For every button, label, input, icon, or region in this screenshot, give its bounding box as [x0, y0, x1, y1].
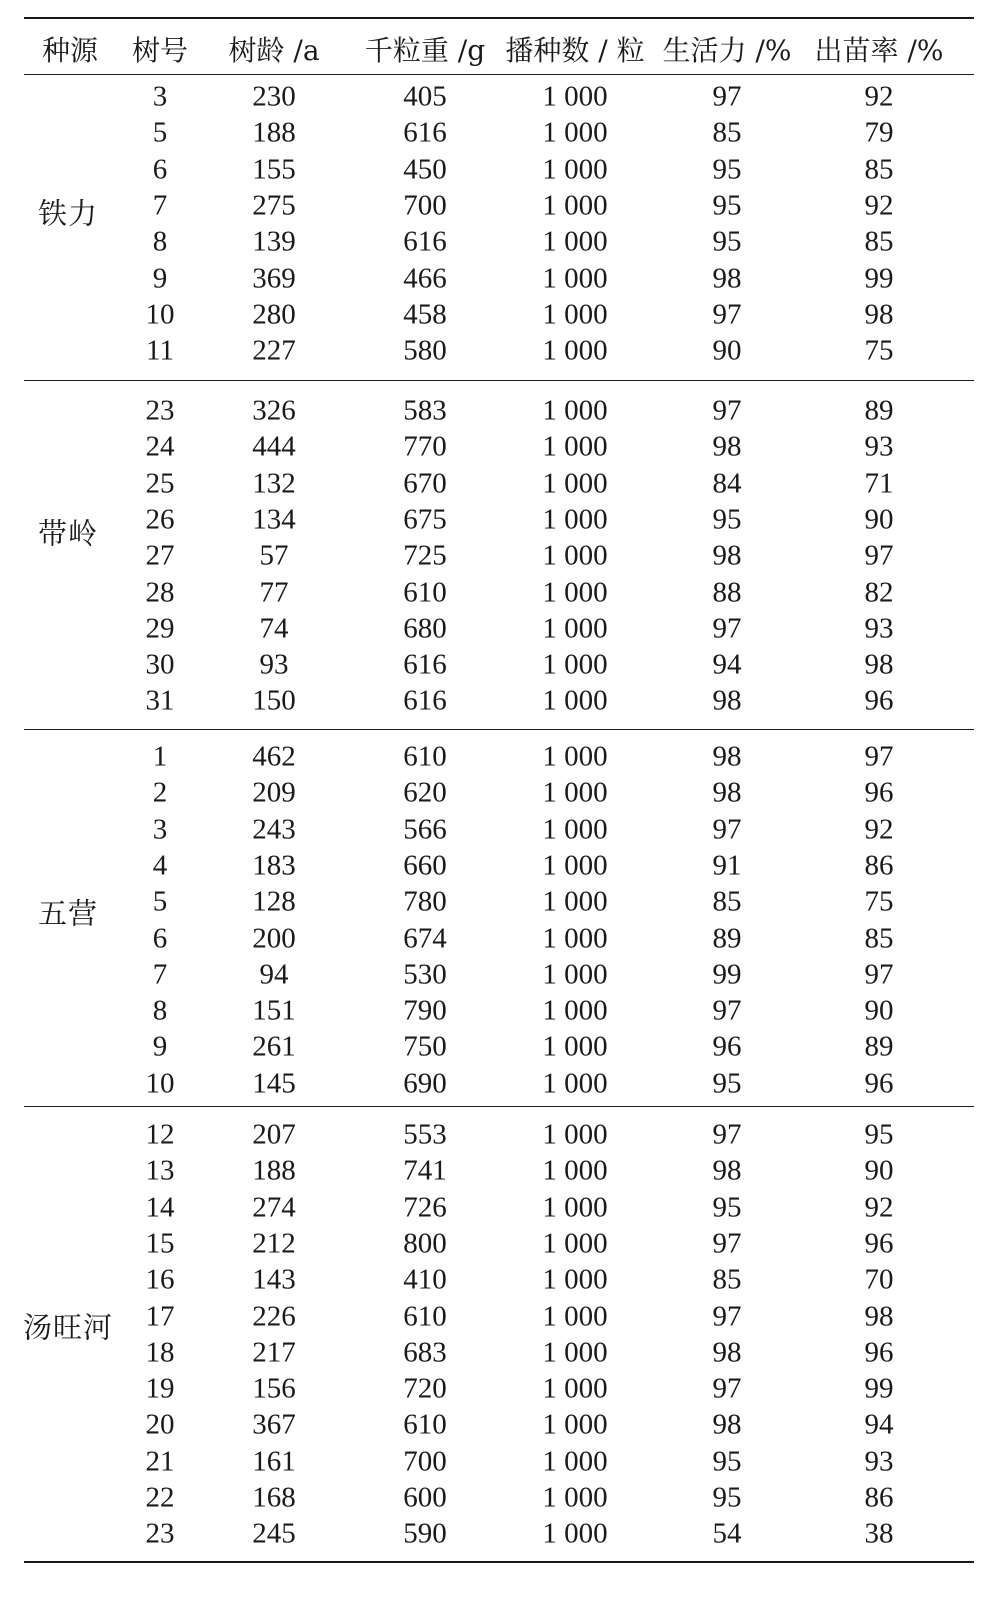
sowing-count-cell: 1 000 [542, 225, 608, 258]
tree-age-cell: 261 [252, 1030, 296, 1063]
tree-number-cell: 3 [152, 80, 168, 113]
emergence-rate-cell: 38 [864, 1517, 894, 1550]
tree-age-cell: 150 [252, 684, 296, 717]
tree-number-cell: 14 [145, 1191, 175, 1224]
emergence-rate-cell: 71 [864, 467, 894, 500]
header-emergence-rate: 出苗率 /% [814, 34, 944, 67]
sowing-count-cell: 1 000 [542, 1481, 608, 1514]
seed-weight-cell: 750 [403, 1030, 447, 1063]
seed-weight-cell: 458 [403, 298, 447, 331]
seed-weight-cell: 590 [403, 1517, 447, 1550]
tree-number-cell: 5 [152, 116, 168, 149]
top-rule [24, 17, 974, 19]
tree-age-cell: 326 [252, 394, 296, 427]
tree-age-cell: 212 [252, 1227, 296, 1260]
emergence-rate-cell: 97 [864, 740, 894, 773]
sowing-count-cell: 1 000 [542, 1191, 608, 1224]
tree-age-cell: 243 [252, 813, 296, 846]
tree-age-cell: 207 [252, 1118, 296, 1151]
sowing-count-cell: 1 000 [542, 334, 608, 367]
sowing-count-cell: 1 000 [542, 994, 608, 1027]
tree-age-cell: 188 [252, 116, 296, 149]
sowing-count-cell: 1 000 [542, 262, 608, 294]
header-tree-number: 树号 [131, 34, 189, 67]
tree-number-cell: 3 [152, 813, 168, 846]
header-tree-age: 树龄 /a [228, 34, 320, 67]
emergence-rate-cell: 98 [864, 648, 894, 681]
tree-number-cell: 7 [152, 958, 168, 991]
tree-number-cell: 11 [146, 334, 174, 367]
emergence-rate-cell: 99 [864, 262, 894, 294]
seed-weight-cell: 670 [403, 467, 447, 500]
seed-weight-cell: 580 [403, 334, 447, 367]
sowing-count-cell: 1 000 [542, 1118, 608, 1151]
tree-number-cell: 23 [145, 394, 175, 427]
viability-cell: 95 [712, 153, 742, 186]
viability-cell: 85 [712, 116, 742, 149]
provenance-name: 五营 [37, 896, 99, 931]
seed-weight-cell: 700 [403, 1445, 447, 1478]
emergence-rate-cell: 90 [864, 994, 894, 1027]
emergence-rate-cell: 98 [864, 298, 894, 331]
tree-number-cell: 31 [145, 684, 175, 717]
sowing-count-cell: 1 000 [542, 1300, 608, 1332]
emergence-rate-cell: 98 [864, 1300, 894, 1332]
seed-weight-cell: 700 [403, 189, 447, 222]
tree-age-cell: 369 [252, 262, 296, 294]
tree-number-cell: 25 [145, 467, 175, 500]
seed-weight-cell: 610 [403, 740, 447, 773]
header-sowing-count: 播种数 / 粒 [505, 34, 645, 67]
tree-number-cell: 4 [152, 849, 168, 882]
viability-cell: 54 [712, 1517, 742, 1550]
sowing-count-cell: 1 000 [542, 467, 608, 500]
tree-age-cell: 183 [252, 849, 296, 882]
tree-number-cell: 13 [145, 1154, 175, 1187]
seed-weight-cell: 530 [403, 958, 447, 991]
sowing-count-cell: 1 000 [542, 1227, 608, 1260]
emergence-rate-cell: 97 [864, 958, 894, 991]
tree-age-cell: 209 [252, 776, 296, 809]
emergence-rate-cell: 85 [864, 225, 894, 258]
viability-cell: 98 [712, 262, 742, 294]
emergence-rate-cell: 92 [864, 189, 894, 222]
group-divider-rule [24, 1106, 974, 1107]
sowing-count-cell: 1 000 [542, 1517, 608, 1550]
tree-age-cell: 143 [252, 1263, 296, 1296]
viability-cell: 94 [712, 648, 742, 681]
viability-cell: 90 [712, 334, 742, 367]
viability-cell: 85 [712, 1263, 742, 1296]
group-divider-rule [24, 729, 974, 730]
tree-age-cell: 462 [252, 740, 296, 773]
seed-weight-cell: 800 [403, 1227, 447, 1260]
sowing-count-cell: 1 000 [542, 849, 608, 882]
seed-weight-cell: 720 [403, 1372, 447, 1405]
tree-age-cell: 151 [252, 994, 296, 1027]
emergence-rate-cell: 92 [864, 80, 894, 113]
tree-number-cell: 22 [145, 1481, 175, 1514]
tree-number-cell: 2 [152, 776, 168, 809]
sowing-count-cell: 1 000 [542, 922, 608, 954]
viability-cell: 98 [712, 740, 742, 773]
emergence-rate-cell: 89 [864, 1030, 894, 1063]
tree-age-cell: 77 [259, 576, 289, 608]
tree-number-cell: 28 [145, 576, 175, 608]
emergence-rate-cell: 96 [864, 1336, 894, 1369]
tree-number-cell: 6 [152, 922, 168, 954]
seed-weight-cell: 616 [403, 684, 447, 717]
tree-number-cell: 5 [152, 885, 168, 918]
tree-age-cell: 94 [259, 958, 289, 991]
tree-age-cell: 367 [252, 1408, 296, 1441]
emergence-rate-cell: 96 [864, 1227, 894, 1260]
sowing-count-cell: 1 000 [542, 813, 608, 846]
tree-age-cell: 226 [252, 1300, 296, 1332]
viability-cell: 97 [712, 1227, 742, 1260]
tree-number-cell: 19 [145, 1372, 175, 1405]
seed-weight-cell: 660 [403, 849, 447, 882]
viability-cell: 85 [712, 885, 742, 918]
sowing-count-cell: 1 000 [542, 503, 608, 536]
seed-weight-cell: 610 [403, 1300, 447, 1332]
tree-age-cell: 217 [252, 1336, 296, 1369]
header-provenance: 种源 [41, 34, 99, 67]
tree-number-cell: 30 [145, 648, 175, 681]
seed-weight-cell: 566 [403, 813, 447, 846]
emergence-rate-cell: 93 [864, 612, 894, 645]
viability-cell: 98 [712, 776, 742, 809]
tree-age-cell: 74 [259, 612, 289, 645]
emergence-rate-cell: 85 [864, 922, 894, 954]
tree-age-cell: 134 [252, 503, 296, 536]
emergence-rate-cell: 93 [864, 1445, 894, 1478]
seed-weight-cell: 770 [403, 430, 447, 463]
seed-weight-cell: 725 [403, 539, 447, 572]
tree-age-cell: 188 [252, 1154, 296, 1187]
viability-cell: 84 [712, 467, 742, 500]
sowing-count-cell: 1 000 [542, 1263, 608, 1296]
tree-number-cell: 9 [152, 262, 168, 294]
bottom-rule [24, 1561, 974, 1563]
viability-cell: 98 [712, 430, 742, 463]
sowing-count-cell: 1 000 [542, 648, 608, 681]
seed-weight-cell: 690 [403, 1067, 447, 1100]
sowing-count-cell: 1 000 [542, 116, 608, 149]
emergence-rate-cell: 90 [864, 1154, 894, 1187]
tree-age-cell: 227 [252, 334, 296, 367]
sowing-count-cell: 1 000 [542, 576, 608, 608]
viability-cell: 97 [712, 394, 742, 427]
seed-weight-cell: 675 [403, 503, 447, 536]
sowing-count-cell: 1 000 [542, 1445, 608, 1478]
tree-age-cell: 128 [252, 885, 296, 918]
viability-cell: 97 [712, 994, 742, 1027]
tree-age-cell: 200 [252, 922, 296, 954]
sowing-count-cell: 1 000 [542, 539, 608, 572]
sowing-count-cell: 1 000 [542, 1336, 608, 1369]
tree-age-cell: 132 [252, 467, 296, 500]
viability-cell: 89 [712, 922, 742, 954]
seed-weight-cell: 616 [403, 648, 447, 681]
tree-number-cell: 12 [145, 1118, 175, 1151]
viability-cell: 88 [712, 576, 742, 608]
tree-age-cell: 145 [252, 1067, 296, 1100]
tree-number-cell: 21 [145, 1445, 175, 1478]
seed-weight-cell: 616 [403, 225, 447, 258]
tree-age-cell: 93 [259, 648, 289, 681]
viability-cell: 96 [712, 1030, 742, 1063]
tree-number-cell: 23 [145, 1517, 175, 1550]
provenance-name: 汤旺河 [22, 1310, 114, 1345]
tree-number-cell: 27 [145, 539, 175, 572]
seed-weight-cell: 583 [403, 394, 447, 427]
viability-cell: 97 [712, 813, 742, 846]
viability-cell: 95 [712, 189, 742, 222]
viability-cell: 95 [712, 1481, 742, 1514]
header-viability: 生活力 /% [662, 34, 792, 67]
sowing-count-cell: 1 000 [542, 1408, 608, 1441]
seed-weight-cell: 620 [403, 776, 447, 809]
sowing-count-cell: 1 000 [542, 1154, 608, 1187]
emergence-rate-cell: 75 [864, 885, 894, 918]
tree-number-cell: 29 [145, 612, 175, 645]
tree-age-cell: 57 [259, 539, 289, 572]
tree-number-cell: 6 [152, 153, 168, 186]
sowing-count-cell: 1 000 [542, 153, 608, 186]
sowing-count-cell: 1 000 [542, 684, 608, 717]
sowing-count-cell: 1 000 [542, 776, 608, 809]
sowing-count-cell: 1 000 [542, 958, 608, 991]
tree-age-cell: 275 [252, 189, 296, 222]
tree-age-cell: 168 [252, 1481, 296, 1514]
emergence-rate-cell: 93 [864, 430, 894, 463]
emergence-rate-cell: 86 [864, 849, 894, 882]
sowing-count-cell: 1 000 [542, 1030, 608, 1063]
sowing-count-cell: 1 000 [542, 740, 608, 773]
seed-weight-cell: 683 [403, 1336, 447, 1369]
viability-cell: 98 [712, 1336, 742, 1369]
sowing-count-cell: 1 000 [542, 298, 608, 331]
tree-number-cell: 24 [145, 430, 175, 463]
emergence-rate-cell: 96 [864, 1067, 894, 1100]
sowing-count-cell: 1 000 [542, 430, 608, 463]
emergence-rate-cell: 92 [864, 813, 894, 846]
emergence-rate-cell: 96 [864, 776, 894, 809]
tree-age-cell: 155 [252, 153, 296, 186]
viability-cell: 98 [712, 1154, 742, 1187]
tree-age-cell: 139 [252, 225, 296, 258]
viability-cell: 97 [712, 298, 742, 331]
emergence-rate-cell: 90 [864, 503, 894, 536]
sowing-count-cell: 1 000 [542, 1067, 608, 1100]
seed-weight-cell: 790 [403, 994, 447, 1027]
tree-number-cell: 17 [145, 1300, 175, 1332]
viability-cell: 95 [712, 1067, 742, 1100]
provenance-name: 铁力 [37, 196, 99, 231]
tree-number-cell: 15 [145, 1227, 175, 1260]
sowing-count-cell: 1 000 [542, 612, 608, 645]
seed-weight-cell: 610 [403, 1408, 447, 1441]
emergence-rate-cell: 75 [864, 334, 894, 367]
viability-cell: 97 [712, 80, 742, 113]
seed-weight-cell: 405 [403, 80, 447, 113]
emergence-rate-cell: 79 [864, 116, 894, 149]
tree-age-cell: 280 [252, 298, 296, 331]
header-thousand-seed-weight: 千粒重 /g [364, 34, 486, 67]
tree-number-cell: 8 [152, 994, 168, 1027]
header-rule [24, 74, 974, 75]
seed-weight-cell: 610 [403, 576, 447, 608]
tree-number-cell: 18 [145, 1336, 175, 1369]
tree-number-cell: 1 [152, 740, 168, 773]
viability-cell: 95 [712, 1445, 742, 1478]
tree-age-cell: 161 [252, 1445, 296, 1478]
tree-age-cell: 230 [252, 80, 296, 113]
tree-number-cell: 10 [145, 1067, 175, 1100]
sowing-count-cell: 1 000 [542, 394, 608, 427]
emergence-rate-cell: 94 [864, 1408, 894, 1441]
viability-cell: 98 [712, 539, 742, 572]
emergence-rate-cell: 96 [864, 684, 894, 717]
tree-age-cell: 444 [252, 430, 296, 463]
viability-cell: 97 [712, 612, 742, 645]
emergence-rate-cell: 95 [864, 1118, 894, 1151]
tree-number-cell: 9 [152, 1030, 168, 1063]
viability-cell: 95 [712, 1191, 742, 1224]
viability-cell: 97 [712, 1118, 742, 1151]
emergence-rate-cell: 70 [864, 1263, 894, 1296]
viability-cell: 97 [712, 1372, 742, 1405]
seed-weight-cell: 780 [403, 885, 447, 918]
tree-number-cell: 26 [145, 503, 175, 536]
emergence-rate-cell: 89 [864, 394, 894, 427]
sowing-count-cell: 1 000 [542, 80, 608, 113]
tree-age-cell: 274 [252, 1191, 296, 1224]
viability-cell: 95 [712, 503, 742, 536]
seed-weight-cell: 674 [403, 922, 447, 954]
viability-cell: 99 [712, 958, 742, 991]
seed-weight-cell: 600 [403, 1481, 447, 1514]
emergence-rate-cell: 92 [864, 1191, 894, 1224]
viability-cell: 91 [712, 849, 742, 882]
emergence-rate-cell: 85 [864, 153, 894, 186]
seed-weight-cell: 466 [403, 262, 447, 294]
seed-weight-cell: 616 [403, 116, 447, 149]
viability-cell: 98 [712, 684, 742, 717]
tree-number-cell: 20 [145, 1408, 175, 1441]
tree-number-cell: 7 [152, 189, 168, 222]
seed-weight-cell: 410 [403, 1263, 447, 1296]
emergence-rate-cell: 86 [864, 1481, 894, 1514]
seed-weight-cell: 726 [403, 1191, 447, 1224]
tree-number-cell: 10 [145, 298, 175, 331]
emergence-rate-cell: 99 [864, 1372, 894, 1405]
tree-age-cell: 245 [252, 1517, 296, 1550]
tree-number-cell: 8 [152, 225, 168, 258]
seed-weight-cell: 680 [403, 612, 447, 645]
sowing-count-cell: 1 000 [542, 885, 608, 918]
seed-weight-cell: 553 [403, 1118, 447, 1151]
seed-weight-cell: 450 [403, 153, 447, 186]
sowing-count-cell: 1 000 [542, 189, 608, 222]
viability-cell: 95 [712, 225, 742, 258]
viability-cell: 97 [712, 1300, 742, 1332]
provenance-name: 带岭 [37, 516, 99, 551]
tree-number-cell: 16 [145, 1263, 175, 1296]
sowing-count-cell: 1 000 [542, 1372, 608, 1405]
emergence-rate-cell: 82 [864, 576, 894, 608]
viability-cell: 98 [712, 1408, 742, 1441]
group-divider-rule [24, 380, 974, 381]
emergence-rate-cell: 97 [864, 539, 894, 572]
seed-weight-cell: 741 [403, 1154, 447, 1187]
tree-age-cell: 156 [252, 1372, 296, 1405]
